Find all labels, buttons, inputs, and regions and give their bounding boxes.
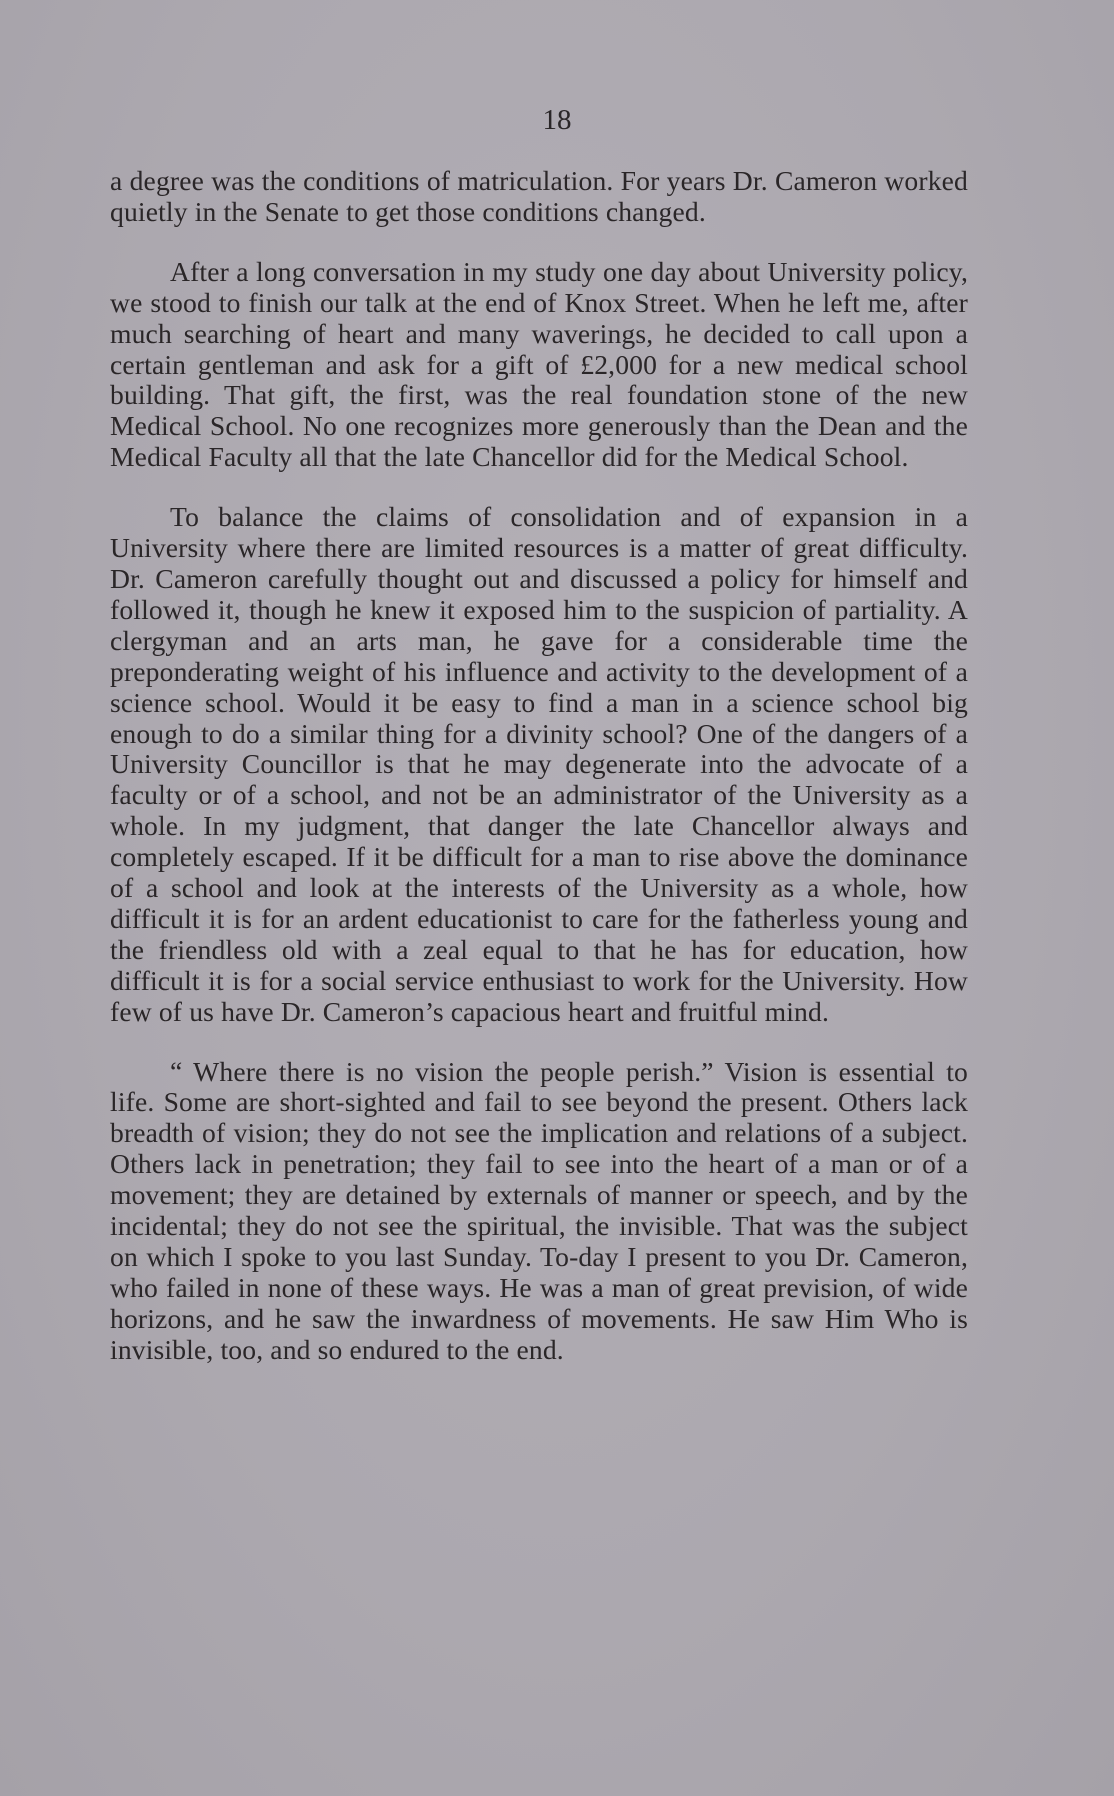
page-number: 18 xyxy=(542,104,572,136)
paragraph-university-policy: To balance the claims of consolidation and of expansion in a University where there are limited resources is a matter of great difficulty. Dr. Cameron carefully thought out and discussed a policy for himself and followed it, though he knew it exposed him to the suspicion of partiality. A clergyman and an arts man, he gave for a considerable time the preponderating weight of his influence and activity to the development of a science school. Would it be easy to find a man in a science school big enough to do a similar thing for a divinity school? One of the dangers of a University Councillor is that he may degenerate into the advocate of a faculty or of a school, and not be an administrator of the University as a whole. In my judgment, that danger the late Chancellor always and completely escaped. If it be difficult for a man to rise above the dominance of a school and look at the interests of the University as a whole, how difficult it is for an ardent educationist to care for the fatherless young and the friendless old with a zeal equal to that he has for education, how difficult it is for a social service enthusiast to work for the University. How few of us have Dr. Cameron’s capacious heart and fruitful mind. xyxy=(110,501,968,1027)
paragraph-continuation: a degree was the conditions of matriculation. For years Dr. Cameron worked quietly in the Senate to get those conditions changed. xyxy=(110,165,968,227)
body-text xyxy=(110,166,968,1366)
paragraph-vision: “ Where there is no vision the people perish.” Vision is essential to life. Some are short-sighted and fail to see beyond the present. Others lack breadth of vision; they do not see the implication and relations of a subject. Others lack in penetration; they fail to see into the heart of a man or of a movement; they are detained by externals of manner or speech, and by the incidental; they do not see the spiritual, the invisible. That was the subject on which I spoke to you last Sunday. To-day I present to you Dr. Cameron, who failed in none of these ways. He was a man of great prevision, of wide horizons, and he saw the inwardness of movements. He saw Him Who is invisible, too, and so endured to the end. xyxy=(110,1055,968,1365)
paragraph-medical-school: After a long conversation in my study one day about University policy, we stood to finish our talk at the end of Knox Street. When he left me, after much searching of heart and many waverings, he decided to call upon a certain gentleman and ask for a gift of £2,000 for a new medical school building. That gift, the first, was the real foundation stone of the new Medical School. No one recognizes more generously than the Dean and the Medical Faculty all that the late Chancellor did for the Medical School. xyxy=(110,255,968,473)
